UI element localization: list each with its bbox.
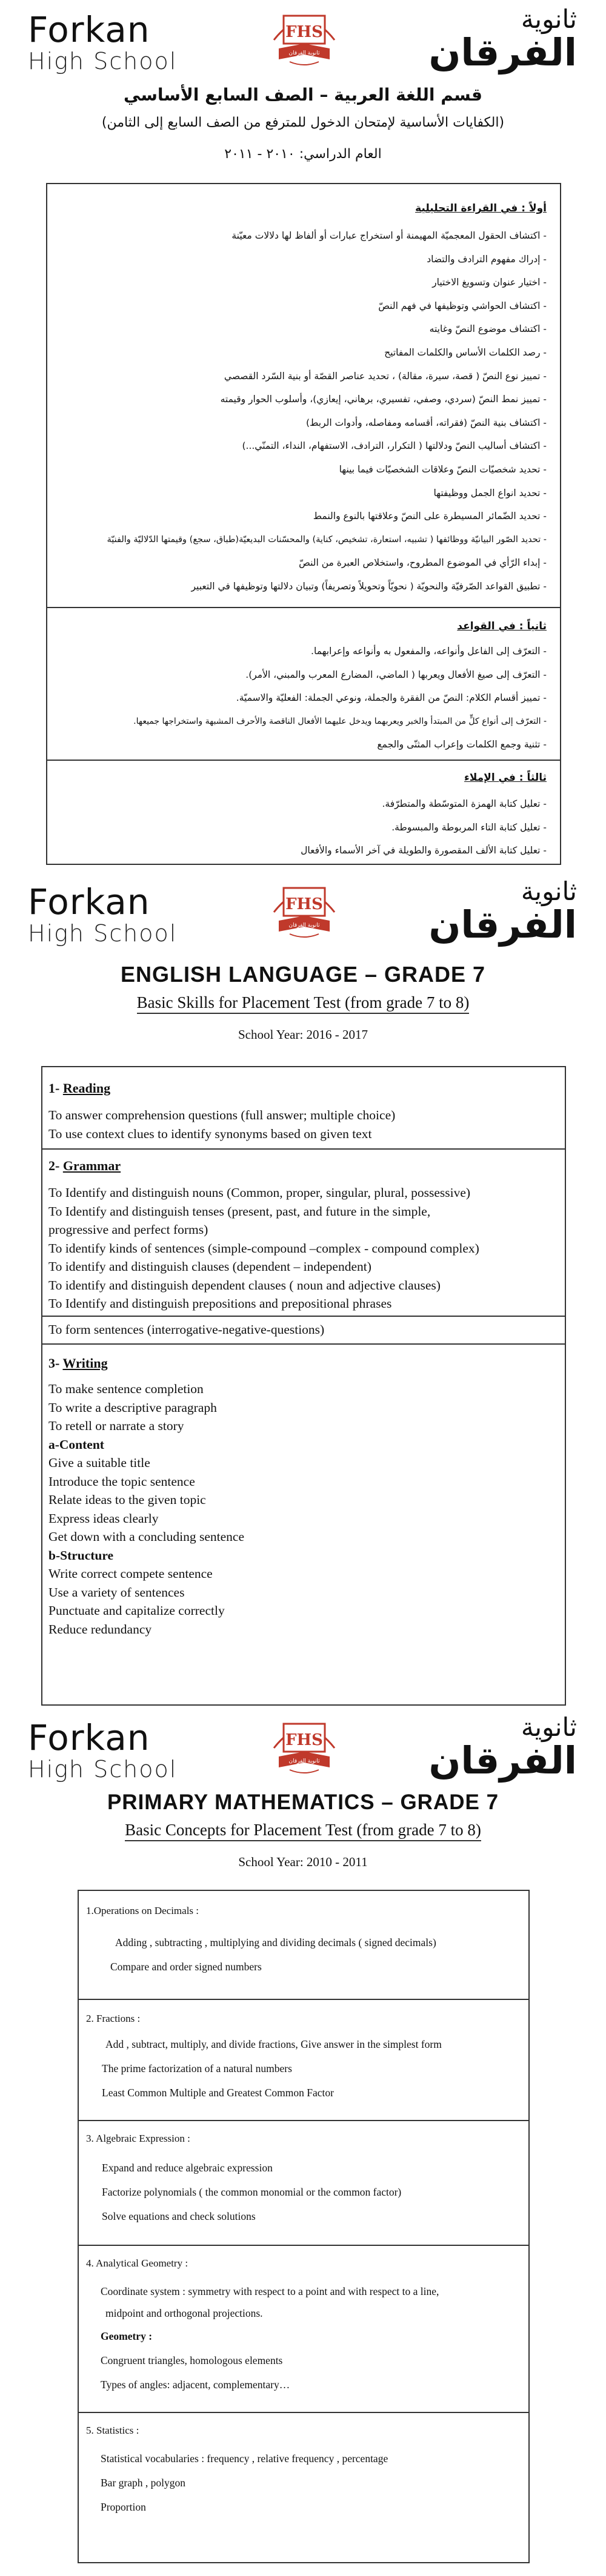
math-section-title: 1.Operations on Decimals : [86, 1905, 199, 1916]
brand-name: Forkan [28, 881, 150, 922]
svg-text:ثانوية الفرقان: ثانوية الفرقان [288, 1758, 320, 1764]
list-item: - اكتشاف موضوع النصّ وغايته [429, 323, 547, 335]
list-item: Express ideas clearly [48, 1511, 159, 1526]
structure-subheading: b-Structure [48, 1548, 114, 1563]
arabic-title: قسم اللغة العربية – الصف السابع الأساسي [123, 85, 483, 105]
list-item: - تمييز أقسام الكلام: النصّ من الفقرة والجملة، ونوعي الجملة: الفعليّة والاسميّة. [236, 692, 547, 704]
content-list [48, 1454, 244, 1546]
section-divider [42, 1343, 565, 1345]
list-item: Statistical vocabularies : frequency , relative frequency , percentage [101, 2452, 388, 2465]
list-item: - تحديد شخصيّات النصّ وعلاقات الشخصيّات فيما بينها [339, 463, 547, 475]
writing-block [48, 1380, 244, 1638]
list-item: - تعليل كتابة الهمزة المتوسّطة والمتطرّفة. [382, 798, 547, 809]
list-item: Factorize polynomials ( the common monomial or the common factor) [102, 2186, 402, 2198]
list-item: - تثنية وجمع الكلمات وإعراب المثنّى والجمع [377, 739, 547, 750]
brand-name: Forkan [28, 9, 150, 50]
section-divider [79, 2412, 528, 2413]
list-item: Give a suitable title [48, 1455, 150, 1470]
geometry-subheading: Geometry : [101, 2330, 153, 2342]
writing-list [48, 1380, 244, 1435]
list-item: - اكتشاف الحواشي وتوظيفها في فهم النصّ [378, 300, 547, 311]
list-item: To form sentences (interrogative-negative-questions) [48, 1322, 325, 1337]
svg-text:FHS: FHS [285, 23, 323, 41]
english-skills-box [41, 1066, 566, 1706]
list-item: - تمييز نمط النصّ (سردي، وصفي، تفسيري، برهاني، إيعازي)، وأسلوب الحوار وقيمته [220, 394, 547, 405]
math-section-title: 2. Fractions : [86, 2013, 141, 2024]
brand-subname: High School [28, 1756, 178, 1783]
section-divider [79, 2120, 528, 2121]
list-item: Relate ideas to the given topic [48, 1492, 206, 1507]
grammar-list [48, 1184, 479, 1313]
list-item: To Identify and distinguish nouns (Common, proper, singular, plural, possessive) [48, 1185, 471, 1200]
forkan-brand-ar [428, 876, 577, 947]
arabic-subtitle: (الكفايات الأساسية لإمتحان الدخول للمترفع من الصف السابع إلى الثامن) [101, 115, 505, 130]
list-item: Use a variety of sentences [48, 1584, 185, 1600]
content-subheading: a-Content [48, 1437, 104, 1452]
reading-heading: 1- Reading [48, 1081, 111, 1096]
list-item: Least Common Multiple and Greatest Common Factor [102, 2087, 334, 2099]
list-item: Expand and reduce algebraic expression [102, 2162, 273, 2174]
list-item: To Identify and distinguish prepositions and prepositional phrases [48, 1296, 392, 1311]
school-logo [265, 876, 343, 942]
list-item: To retell or narrate a story [48, 1419, 184, 1433]
list-item: progressive and perfect forms) [48, 1222, 208, 1237]
brand-ar-line1: ثانوية [521, 876, 577, 906]
list-item: - تطبيق القواعد الصّرفيّة والنحويّة ( نحويّاً وتحويلاً وتصريفاً) وتبيان دلالتها وتوظيفها في التعبير [191, 580, 547, 592]
math-section-title: 4. Analytical Geometry : [86, 2257, 188, 2269]
list-item: Bar graph , polygon [101, 2477, 185, 2489]
arabic-section-title: ثانياً : في القواعد [457, 620, 547, 632]
math-subtitle-text: Basic Concepts for Placement Test (from grade 7 to 8) [125, 1821, 481, 1841]
grammar-heading: 2- Grammar [48, 1158, 121, 1173]
math-subtitle [0, 1821, 606, 1839]
list-item: Congruent triangles, homologous elements [101, 2354, 283, 2366]
list-item: To identify kinds of sentences (simple-compound –complex - compound complex) [48, 1240, 479, 1256]
list-item: - اكتشاف أساليب النصّ ودلالتها ( التكرار، الترادف، الاستفهام، النداء، التمنّي...) [242, 440, 547, 452]
list-item: - التعرّف إلى الفاعل وأنواعه، والمفعول به وأنواعه وإعرابهما. [311, 646, 547, 657]
english-page [0, 872, 606, 1708]
list-item: - تحديد الضّمائر المسيطرة على النصّ وعلاقتها بالنوع والنمط [313, 511, 547, 522]
list-item: - إبداء الرّأي في الموضوع المطروح، واستخلاص العبرة من النصّ [299, 557, 547, 569]
list-item: - تحديد الصّور البيانيّة ووظائفها ( تشبيه، استعارة، تشخيص، كناية) والمحسّنات البديعيّة(طباق، سجع) وقيمتها الدّلاليّة والفنيّة [107, 534, 547, 545]
list-item: midpoint and orthogonal projections. [105, 2307, 263, 2319]
list-item: To identify and distinguish dependent clauses ( noun and adjective clauses) [48, 1277, 441, 1293]
brand-subname: High School [28, 48, 178, 74]
math-page [0, 1708, 606, 2576]
list-item: - تحديد انواع الجمل ووظيفتها [433, 487, 547, 498]
svg-text:ثانوية الفرقان: ثانوية الفرقان [288, 922, 320, 929]
list-item: Punctuate and capitalize correctly [48, 1603, 225, 1618]
math-section-title: 3. Algebraic Expression : [86, 2133, 190, 2144]
section-divider [47, 760, 560, 761]
list-item: Introduce the topic sentence [48, 1474, 195, 1489]
structure-list [48, 1564, 244, 1638]
forkan-brand-en [28, 9, 178, 74]
list-item: Types of angles: adjacent, complementary… [101, 2379, 290, 2391]
brand-ar-line2: الفرقان [428, 1738, 577, 1783]
english-subtitle [0, 993, 606, 1012]
list-item: Solve equations and check solutions [102, 2210, 256, 2222]
list-item: - اكتشاف الحقول المعجميّة المهيمنة أو استخراج عبارات أو ألفاظ لها دلالات معيّنة [231, 230, 547, 241]
forkan-brand-en [28, 1717, 178, 1783]
arabic-reading-list [59, 224, 547, 598]
svg-text:ثانوية الفرقان: ثانوية الفرقان [288, 50, 320, 56]
brand-ar-line1: ثانوية [521, 4, 577, 34]
arabic-skills-box [46, 183, 561, 865]
list-item: To use context clues to identify synonyms based on given text [48, 1126, 372, 1141]
svg-text:FHS: FHS [285, 895, 323, 913]
list-item: To write a descriptive paragraph [48, 1400, 217, 1415]
list-item: Write correct compete sentence [48, 1566, 213, 1581]
english-subtitle-text: Basic Skills for Placement Test (from grade 7 to 8) [137, 993, 470, 1014]
list-item: - اختيار عنوان وتسويغ الاختيار [432, 277, 547, 288]
list-item: - تعليل كتابة التاء المربوطة والمبسوطة. [391, 821, 547, 833]
list-item: Reduce redundancy [48, 1621, 152, 1637]
arabic-section-title: أولاً : في القراءة التحليلية [415, 202, 547, 214]
list-item: - اكتشاف بنية النصّ (فقراته، أقسامه ومفاصله، وأدوات الربط) [305, 417, 547, 428]
brand-ar-line2: الفرقان [428, 902, 577, 947]
grammar-list-continued [48, 1320, 324, 1339]
list-item: To identify and distinguish clauses (dependent – independent) [48, 1259, 371, 1274]
school-logo [265, 1712, 343, 1778]
math-section-title: 5. Statistics : [86, 2425, 139, 2436]
list-item: - تمييز نوع النصّ ( قصة، سيرة، مقالة) ، تحديد عناصر القصّة أو بنية السّرد القصصي [224, 370, 547, 382]
forkan-brand-ar [428, 1712, 577, 1783]
section-divider [42, 1316, 565, 1317]
list-item: Get down with a concluding sentence [48, 1529, 245, 1544]
forkan-brand-ar [428, 4, 577, 75]
list-item: Compare and order signed numbers [110, 1961, 262, 1973]
list-item: - التعرّف إلى صيغ الأفعال ويعربها ( الماضي، المضارع المعرب والمبني، الأمر). [245, 669, 547, 680]
list-item: - تعليل كتابة الألف المقصورة والطويلة في آخر الأسماء والأفعال [301, 845, 547, 856]
list-item: To Identify and distinguish tenses (present, past, and future in the simple, [48, 1204, 431, 1219]
reading-list [48, 1106, 395, 1143]
list-item: Proportion [101, 2501, 146, 2513]
arabic-page [0, 0, 606, 872]
math-year: School Year: 2010 - 2011 [238, 1855, 368, 1869]
forkan-brand-en [28, 881, 178, 947]
english-year: School Year: 2016 - 2017 [238, 1027, 368, 1042]
section-divider [79, 1999, 528, 2000]
english-title: ENGLISH LANGUAGE – GRADE 7 [120, 962, 486, 987]
list-item: - التعرّف إلى أنواع كلٍّ من المبتدأ والخبر ويعربهما ويدخل عليهما الأفعال الناقصة والأحرف المشبهة واستخراجها جميعها. [133, 716, 547, 726]
svg-text:FHS: FHS [285, 1731, 323, 1749]
brand-name: Forkan [28, 1717, 150, 1758]
list-item: - إدراك مفهوم الترادف والتضاد [427, 253, 547, 265]
writing-heading: 3- Writing [48, 1356, 108, 1371]
school-logo [265, 4, 343, 70]
list-item: To make sentence completion [48, 1382, 204, 1396]
arabic-section-title: ثالثاً : في الإملاء [464, 772, 547, 784]
arabic-spelling-list [59, 792, 547, 863]
list-item: To answer comprehension questions (full answer; multiple choice) [48, 1108, 396, 1122]
list-item: The prime factorization of a natural numbers [102, 2062, 292, 2074]
section-divider [79, 2245, 528, 2246]
brand-ar-line1: ثانوية [521, 1712, 577, 1742]
list-item: Coordinate system : symmetry with respect to a point and with respect to a line, [101, 2285, 439, 2297]
section-divider [42, 1148, 565, 1150]
section-divider [47, 607, 560, 608]
list-item: Add , subtract, multiply, and divide fractions, Give answer in the simplest form [105, 2038, 442, 2050]
arabic-grammar-list [59, 640, 547, 757]
brand-subname: High School [28, 920, 178, 947]
brand-ar-line2: الفرقان [428, 30, 577, 75]
math-title: PRIMARY MATHEMATICS – GRADE 7 [107, 1790, 499, 1814]
list-item: - رصد الكلمات الأساس والكلمات المفاتيح [384, 346, 547, 358]
math-concepts-box [78, 1890, 530, 2563]
arabic-year: العام الدراسي: ٢٠١٠ - ٢٠١١ [224, 147, 382, 162]
list-item: Adding , subtracting , multiplying and dividing decimals ( signed decimals) [115, 1936, 436, 1949]
